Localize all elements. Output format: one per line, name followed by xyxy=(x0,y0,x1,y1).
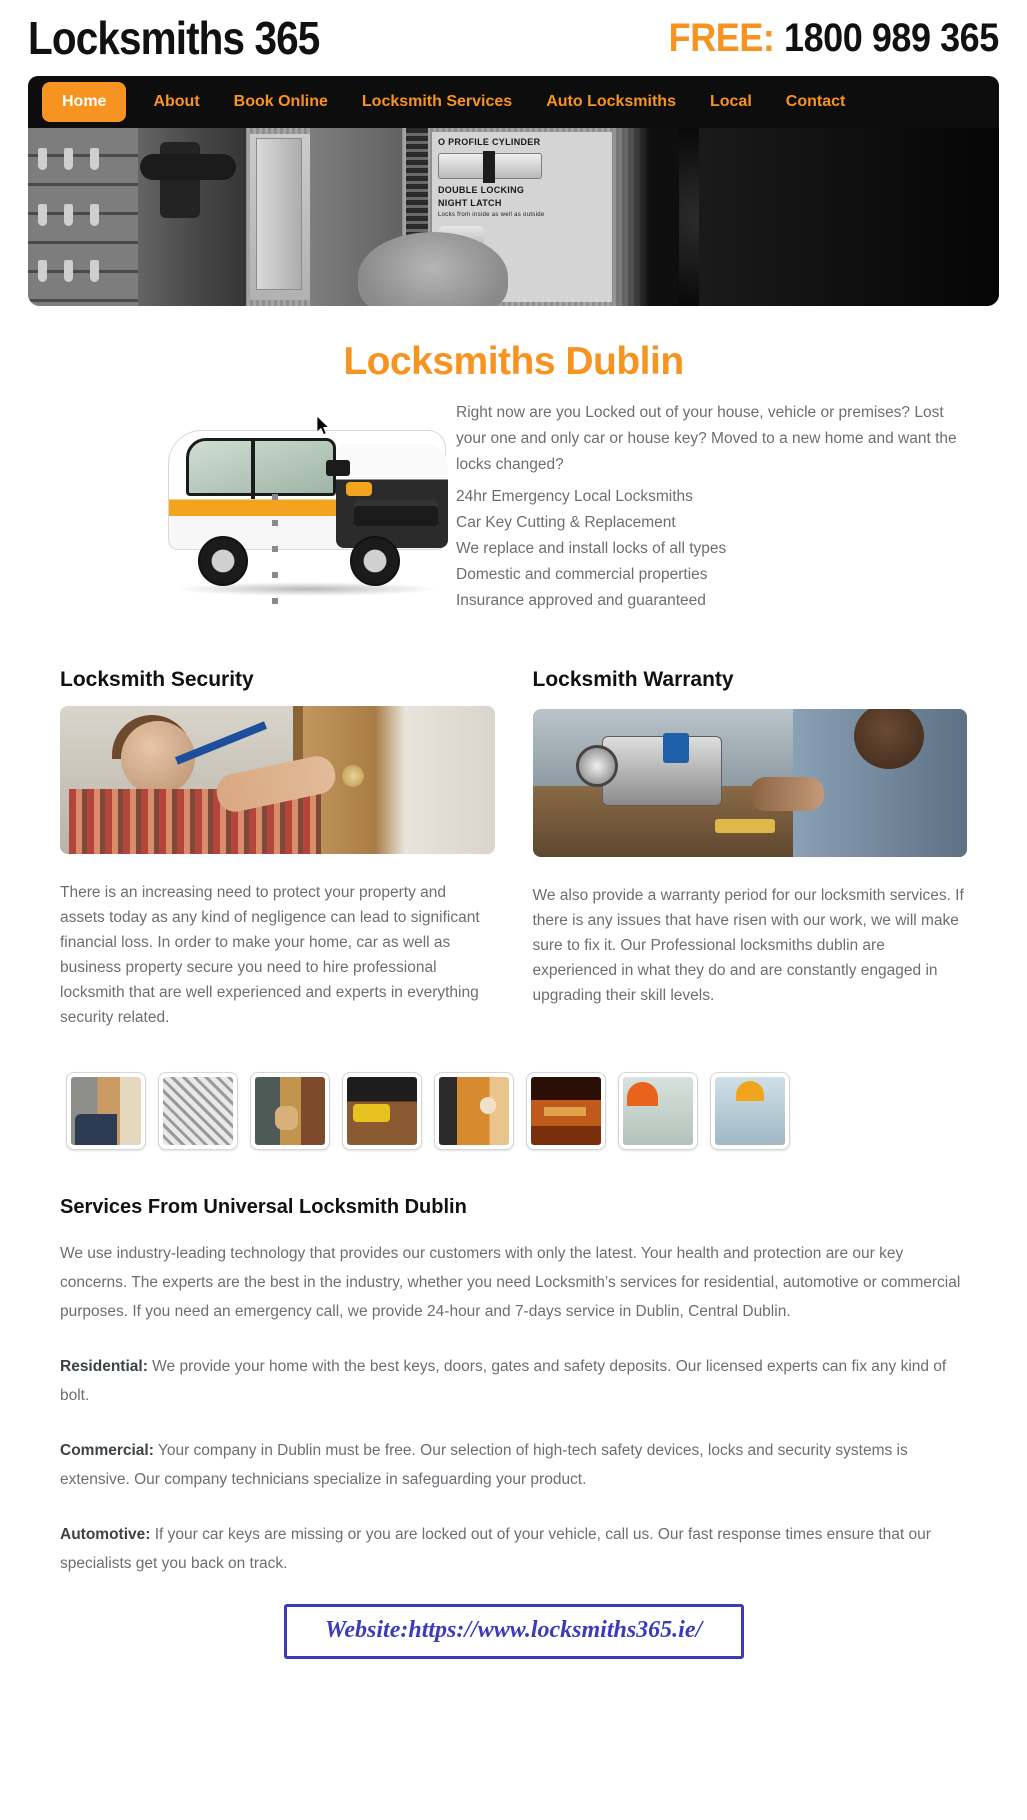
phone-number: 1800 989 365 xyxy=(784,15,999,60)
metal-security-gate-icon xyxy=(163,1077,233,1145)
door-handle xyxy=(140,154,236,180)
list-item: Domestic and commercial properties xyxy=(272,562,967,587)
sign-line-3: NIGHT LATCH xyxy=(438,198,502,208)
person-torso xyxy=(699,128,999,306)
service-text: We provide your home with the best keys, doors, gates and safety deposits. Our licensed experts can fix any kind of bolt. xyxy=(60,1358,947,1404)
gallery-thumbnail[interactable] xyxy=(250,1072,330,1150)
site-header xyxy=(0,0,1027,70)
column-locksmith-security xyxy=(60,668,495,1030)
header-phone[interactable] xyxy=(669,16,999,61)
key-rack xyxy=(28,128,138,306)
gallery-thumbnail[interactable] xyxy=(526,1072,606,1150)
locksmith-warranty-photo xyxy=(533,709,968,857)
service-label: Commercial: xyxy=(60,1442,154,1459)
service-label: Residential: xyxy=(60,1358,148,1375)
column-title: Locksmith Warranty xyxy=(532,668,734,691)
lock-faceplate xyxy=(256,138,302,290)
list-item: 24hr Emergency Local Locksmiths xyxy=(272,484,967,509)
thumbnail-gallery xyxy=(60,1072,967,1150)
main-navigation xyxy=(28,76,999,128)
website-url-text: Website:https://www.locksmiths365.ie/ xyxy=(324,1617,703,1643)
gallery-thumbnail[interactable] xyxy=(158,1072,238,1150)
nav-item-auto-locksmiths[interactable]: Auto Locksmiths xyxy=(546,93,676,110)
service-commercial xyxy=(60,1436,967,1494)
mouse-cursor xyxy=(317,416,330,436)
fitting-lock-in-wooden-door-icon xyxy=(255,1077,325,1145)
gallery-thumbnail[interactable] xyxy=(618,1072,698,1150)
gallery-thumbnail[interactable] xyxy=(66,1072,146,1150)
locksmith-security-photo xyxy=(60,706,495,854)
column-text: We also provide a warranty period for our locksmith services. If there is any issues that have risen with our work, we will make sure to fix it. Our Professional locksmiths dublin are experienced in what they do and are constantly engaged in upgrading their skill levels. xyxy=(532,887,964,1004)
services-title: Services From Universal Locksmith Dublin xyxy=(60,1196,467,1218)
worker-in-orange-helmet-icon xyxy=(623,1077,693,1145)
sign-line-4: Locks from inside as well as outside xyxy=(438,211,545,218)
hero-banner xyxy=(28,128,999,306)
workers-fitting-window-lock-icon xyxy=(715,1077,785,1145)
drilling-door-lock-icon xyxy=(347,1077,417,1145)
site-logo[interactable]: Locksmiths 365 xyxy=(28,12,320,64)
phone-free-label: FREE: xyxy=(668,15,775,60)
intro-paragraph: Right now are you Locked out of your house, vehicle or premises? Lost your one and only car or house key? Moved to a new home and want the locks changed? xyxy=(456,404,957,473)
sign-line-2: DOUBLE LOCKING xyxy=(438,184,525,195)
list-item: We replace and install locks of all types xyxy=(272,536,967,561)
list-item: Insurance approved and guaranteed xyxy=(272,588,967,613)
nav-item-local[interactable]: Local xyxy=(709,93,752,110)
hero-photo xyxy=(28,128,999,306)
installing-door-handle-lock-icon xyxy=(439,1077,509,1145)
service-text: If your car keys are missing or you are locked out of your vehicle, call us. Our fast response times ensure that our specialists get you back on track. xyxy=(60,1526,931,1572)
nav-item-about[interactable]: About xyxy=(153,93,200,110)
gallery-thumbnail[interactable] xyxy=(434,1072,514,1150)
nav-item-home[interactable]: Home xyxy=(42,82,126,122)
service-label: Automotive: xyxy=(60,1526,151,1543)
main-content xyxy=(0,340,1027,1659)
column-title: Locksmith Security xyxy=(60,668,254,691)
page-title: Locksmiths Dublin xyxy=(343,340,684,383)
cutting-key-close-up-icon xyxy=(531,1077,601,1145)
two-column-section xyxy=(60,668,967,1030)
nav-item-book-online[interactable]: Book Online xyxy=(233,93,328,110)
gallery-thumbnail[interactable] xyxy=(710,1072,790,1150)
intro-block xyxy=(60,398,967,628)
column-text: There is an increasing need to protect your property and assets today as any kind of negligence can lead to significant financial loss. In order to make your home, car as well as business property secure you need to hire professional locksmith that are well experienced and experts in everything security related. xyxy=(60,884,480,1026)
cylinder-lock-graphic xyxy=(438,153,542,179)
sign-line-1: O PROFILE CYLINDER xyxy=(438,137,541,147)
nav-item-locksmith-services[interactable]: Locksmith Services xyxy=(361,93,513,110)
gallery-thumbnail[interactable] xyxy=(342,1072,422,1150)
service-residential xyxy=(60,1352,967,1410)
list-item: Car Key Cutting & Replacement xyxy=(272,510,967,535)
service-automotive xyxy=(60,1520,967,1578)
service-text: Your company in Dublin must be free. Our selection of high-tech safety devices, locks and security systems is extensive. Our company technicians specialize in safeguarding your product. xyxy=(60,1442,908,1488)
services-section xyxy=(60,1196,967,1578)
website-url-box[interactable] xyxy=(284,1604,744,1659)
locksmith-picking-door-lock-icon xyxy=(71,1077,141,1145)
nav-item-contact[interactable]: Contact xyxy=(785,93,846,110)
column-locksmith-warranty xyxy=(533,668,968,1030)
services-intro: We use industry-leading technology that provides our customers with only the latest. Your health and protection are our key concerns. The experts are the best in the industry, whether you need Locksmith’s services for residential, automotive or commercial purposes. If you need an emergency call, we provide 24-hour and 7-days service in Dublin, Central Dublin. xyxy=(60,1245,961,1320)
